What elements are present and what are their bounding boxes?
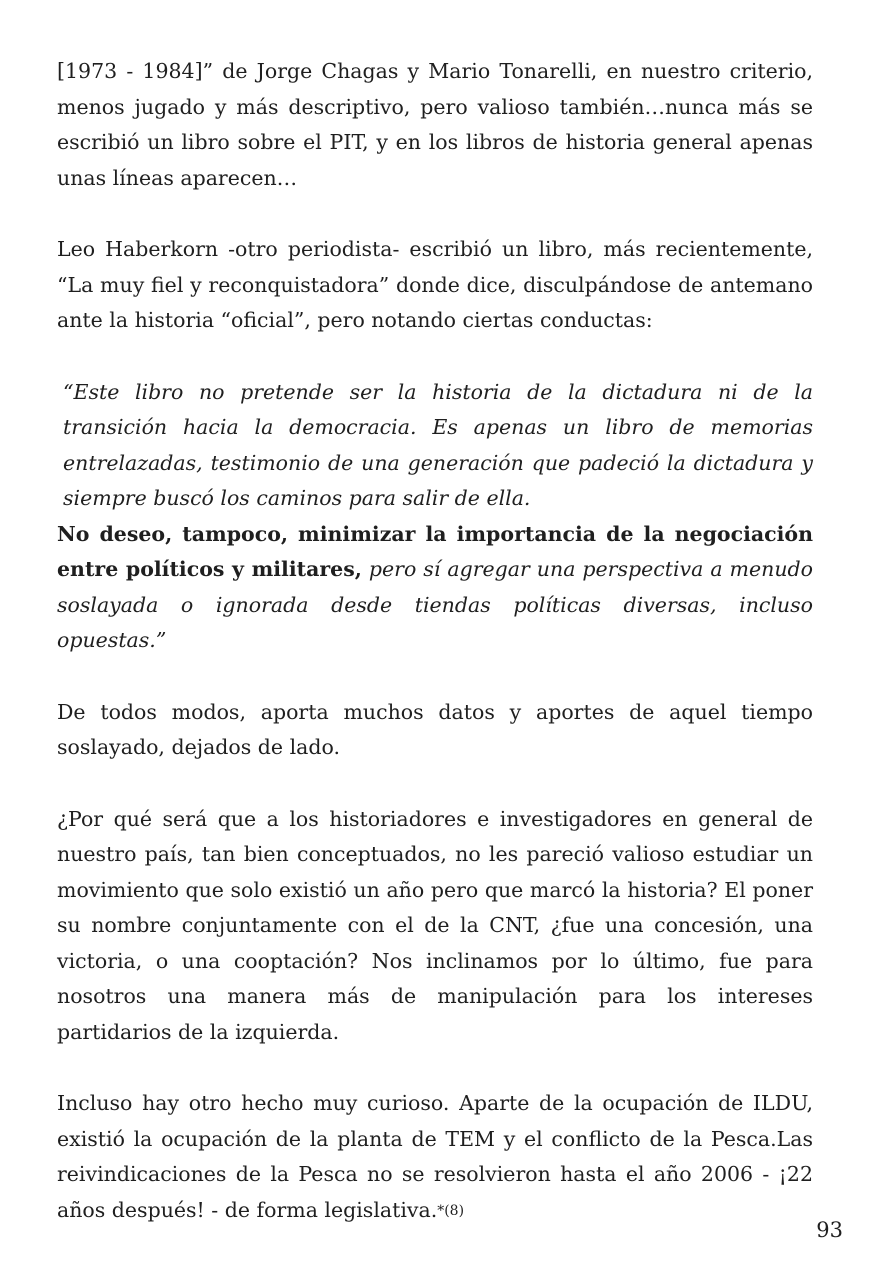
page-body	[57, 54, 813, 1229]
paragraph-haberkorn: Leo Haberkorn -otro periodista- escribió un libro, más recientemente, “La muy fiel y reconquistadora” donde dice, disculpándose de antemano ante la historia “oficial”, pero notando ciertas conductas:	[57, 237, 813, 332]
quote-paragraph-2	[57, 517, 813, 659]
paragraph-historiadores: ¿Por qué será que a los historiadores e investigadores en general de nuestro país, tan bien conceptuados, no les pareció valioso estudiar un movimiento que solo existió un año pero que marcó la historia? El poner su nombre conjuntamente con el de la CNT, ¿fue una concesión, una victoria, o una cooptación? Nos inclinamos por lo último, fue para nosotros una manera más de manipulación para los intereses partidarios de la izquierda.	[57, 806, 813, 1044]
paragraph-datos: De todos modos, aporta muchos datos y aportes de aquel tiempo soslayado, dejados de lado.	[57, 699, 813, 759]
quote-bold-text: No deseo, tampoco, minimizar la importancia de la negociación entre políticos y militares,	[57, 521, 813, 581]
paragraph-pesca	[57, 1086, 813, 1229]
quote-paragraph-1: “Este libro no pretende ser la historia de la dictadura ni de la transición hacia la democracia. Es apenas un libro de memorias entrelazadas, testimonio de una generación que padeció la dictadura y siempre buscó los caminos para salir de ella.	[63, 379, 813, 510]
haberkorn-quote	[57, 375, 813, 659]
paragraph-pesca-text: Incluso hay otro hecho muy curioso. Aparte de la ocupación de ILDU, existió la ocupación de la planta de TEM y el conflicto de la Pesca.Las reivindicaciones de la Pesca no se resolvieron hasta el año 2006 - ¡22 años después! - de forma legislativa.	[57, 1091, 813, 1222]
quote-italic-text: pero sí agregar una perspectiva a menudo soslayada o ignorada desde tiendas políticas diversas, incluso opuestas.”	[57, 557, 813, 652]
footnote-reference: *(8)	[437, 1202, 465, 1219]
page-number: 93	[816, 1218, 843, 1242]
paragraph-chagas-tonarelli: [1973 - 1984]” de Jorge Chagas y Mario Tonarelli, en nuestro criterio, menos jugado y más descriptivo, pero valioso también…nunca más se escribió un libro sobre el PIT, y en los libros de historia general apenas unas líneas aparecen…	[57, 59, 813, 190]
